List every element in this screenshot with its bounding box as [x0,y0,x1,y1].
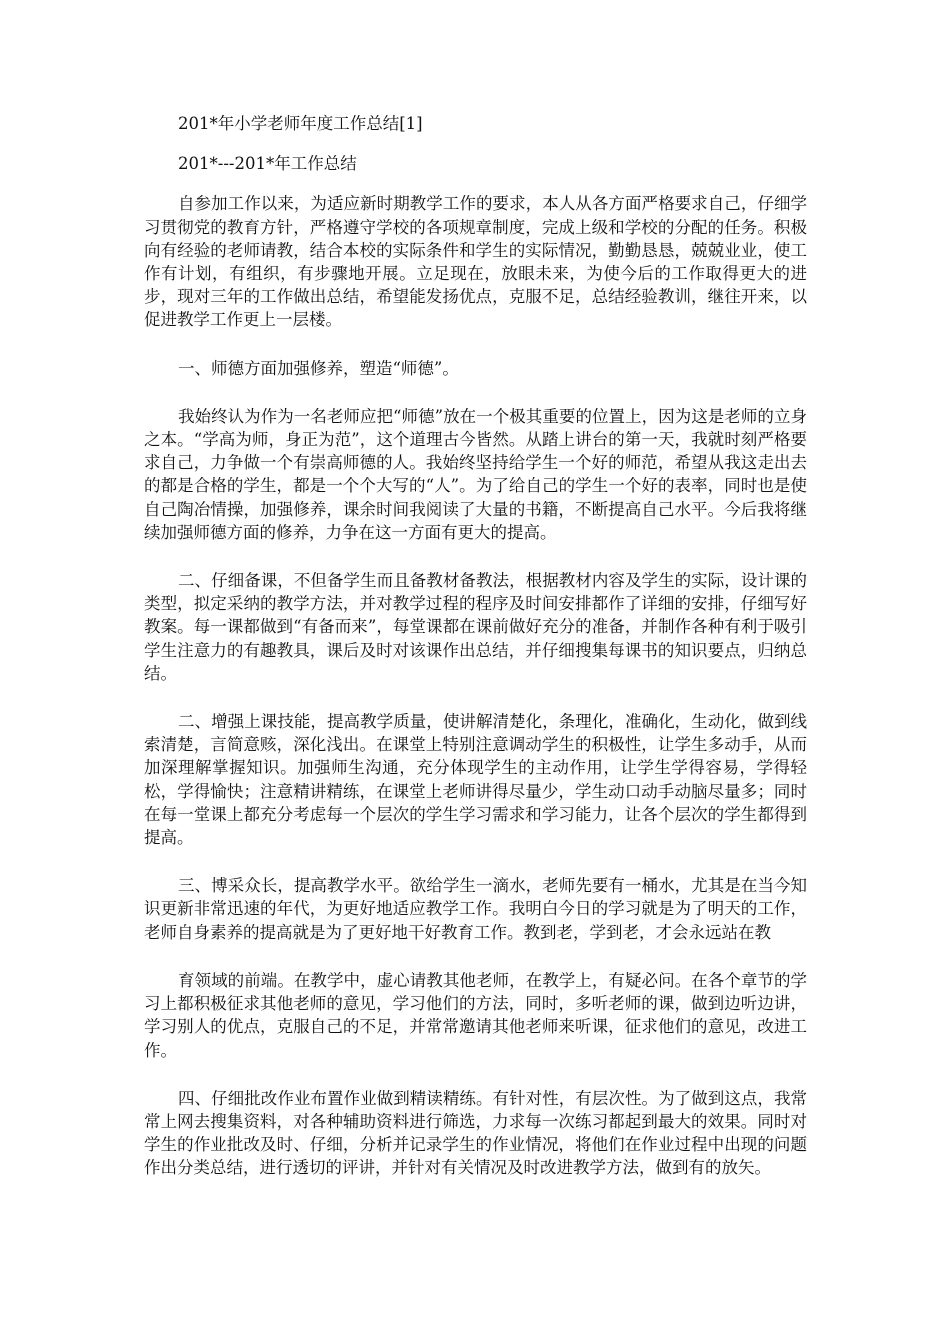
paragraph-homework: 四、仔细批改作业布置作业做到精读精练。有针对性，有层次性。为了做到这点，我常常上网去搜集资料，对各种辅助资料进行筛选，力求每一次练习都起到最大的效果。同时对学生的作业批改及时、仔细，分析并记录学生的作业情况，将他们在作业过程中出现的问题作出分类总结，进行透切的评讲，并针对有关情况及时改进教学方法，做到有的放矢。 [144,1088,807,1178]
paragraph-lesson-prep: 二、仔细备课，不但备学生而且备教材备教法，根据教材内容及学生的实际，设计课的类型，拟定采纳的教学方法，并对教学过程的程序及时间安排都作了详细的安排，仔细写好教案。每一课都做到“有备而来”，每堂课都在课前做好充分的准备，并制作各种有利于吸引学生注意力的有趣教具，课后及时对该课作出总结，并仔细搜集每课书的知识要点，归纳总结。 [144,571,807,683]
document-page [144,112,807,1205]
paragraph-ethics: 我始终认为作为一名老师应把“师德”放在一个极其重要的位置上，因为这是老师的立身之本。“学高为师，身正为范”，这个道理古今皆然。从踏上讲台的第一天，我就时刻严格要求自己，力争做一个有崇高师德的人。我始终坚持给学生一个好的师范，希望从我这走出去的都是合格的学生，都是一个个大写的“人”。为了给自己的学生一个好的表率，同时也是使自己陶冶情操，加强修养，课余时间我阅读了大量的书籍，不断提高自己水平。今后我将继续加强师德方面的修养，力争在这一方面有更大的提高。 [144,406,807,542]
document-subtitle: 201*---201*年工作总结 [178,154,357,174]
paragraph-intro: 自参加工作以来，为适应新时期教学工作的要求，本人从各方面严格要求自己，仔细学习贯彻党的教育方针，严格遵守学校的各项规章制度，完成上级和学校的分配的任务。积极向有经验的老师请教，结合本校的实际条件和学生的实际情况，勤勤恳恳，兢兢业业，使工作有计划，有组织，有步骤地开展。立足现在，放眼未来，为使今后的工作取得更大的进步，现对三年的工作做出总结，希望能发扬优点，克服不足，总结经验教训，继往开来，以促进教学工作更上一层楼。 [144,194,807,330]
paragraph-teaching-skills: 二、增强上课技能，提高教学质量，使讲解清楚化，条理化，准确化，生动化，做到线索清楚，言简意赅，深化浅出。在课堂上特别注意调动学生的积极性，让学生多动手，从而加深理解掌握知识。加强师生沟通，充分体现学生的主动作用，让学生学得容易，学得轻松，学得愉快；注意精讲精练，在课堂上老师讲得尽量少，学生动口动手动脑尽量多；同时在每一堂课上都充分考虑每一个层次的学生学习需求和学习能力，让各个层次的学生都得到提高。 [144,712,807,848]
section-heading-ethics: 一、师德方面加强修养，塑造“师德”。 [178,358,459,378]
paragraph-learning-part1: 三、博采众长，提高教学水平。欲给学生一滴水，老师先要有一桶水，尤其是在当今知识更新非常迅速的年代，为更好地适应教学工作。我明白今日的学习就是为了明天的工作，老师自身素养的提高就是为了更好地干好教育工作。教到老，学到老，才会永远站在教 [144,876,807,942]
document-title: 201*年小学老师年度工作总结[1] [178,114,423,133]
paragraph-learning-part2: 育领域的前端。在教学中，虚心请教其他老师，在教学上，有疑必问。在各个章节的学习上都积极征求其他老师的意见，学习他们的方法，同时，多听老师的课，做到边听边讲，学习别人的优点，克服自己的不足，并常常邀请其他老师来听课，征求他们的意见，改进工作。 [144,970,807,1060]
